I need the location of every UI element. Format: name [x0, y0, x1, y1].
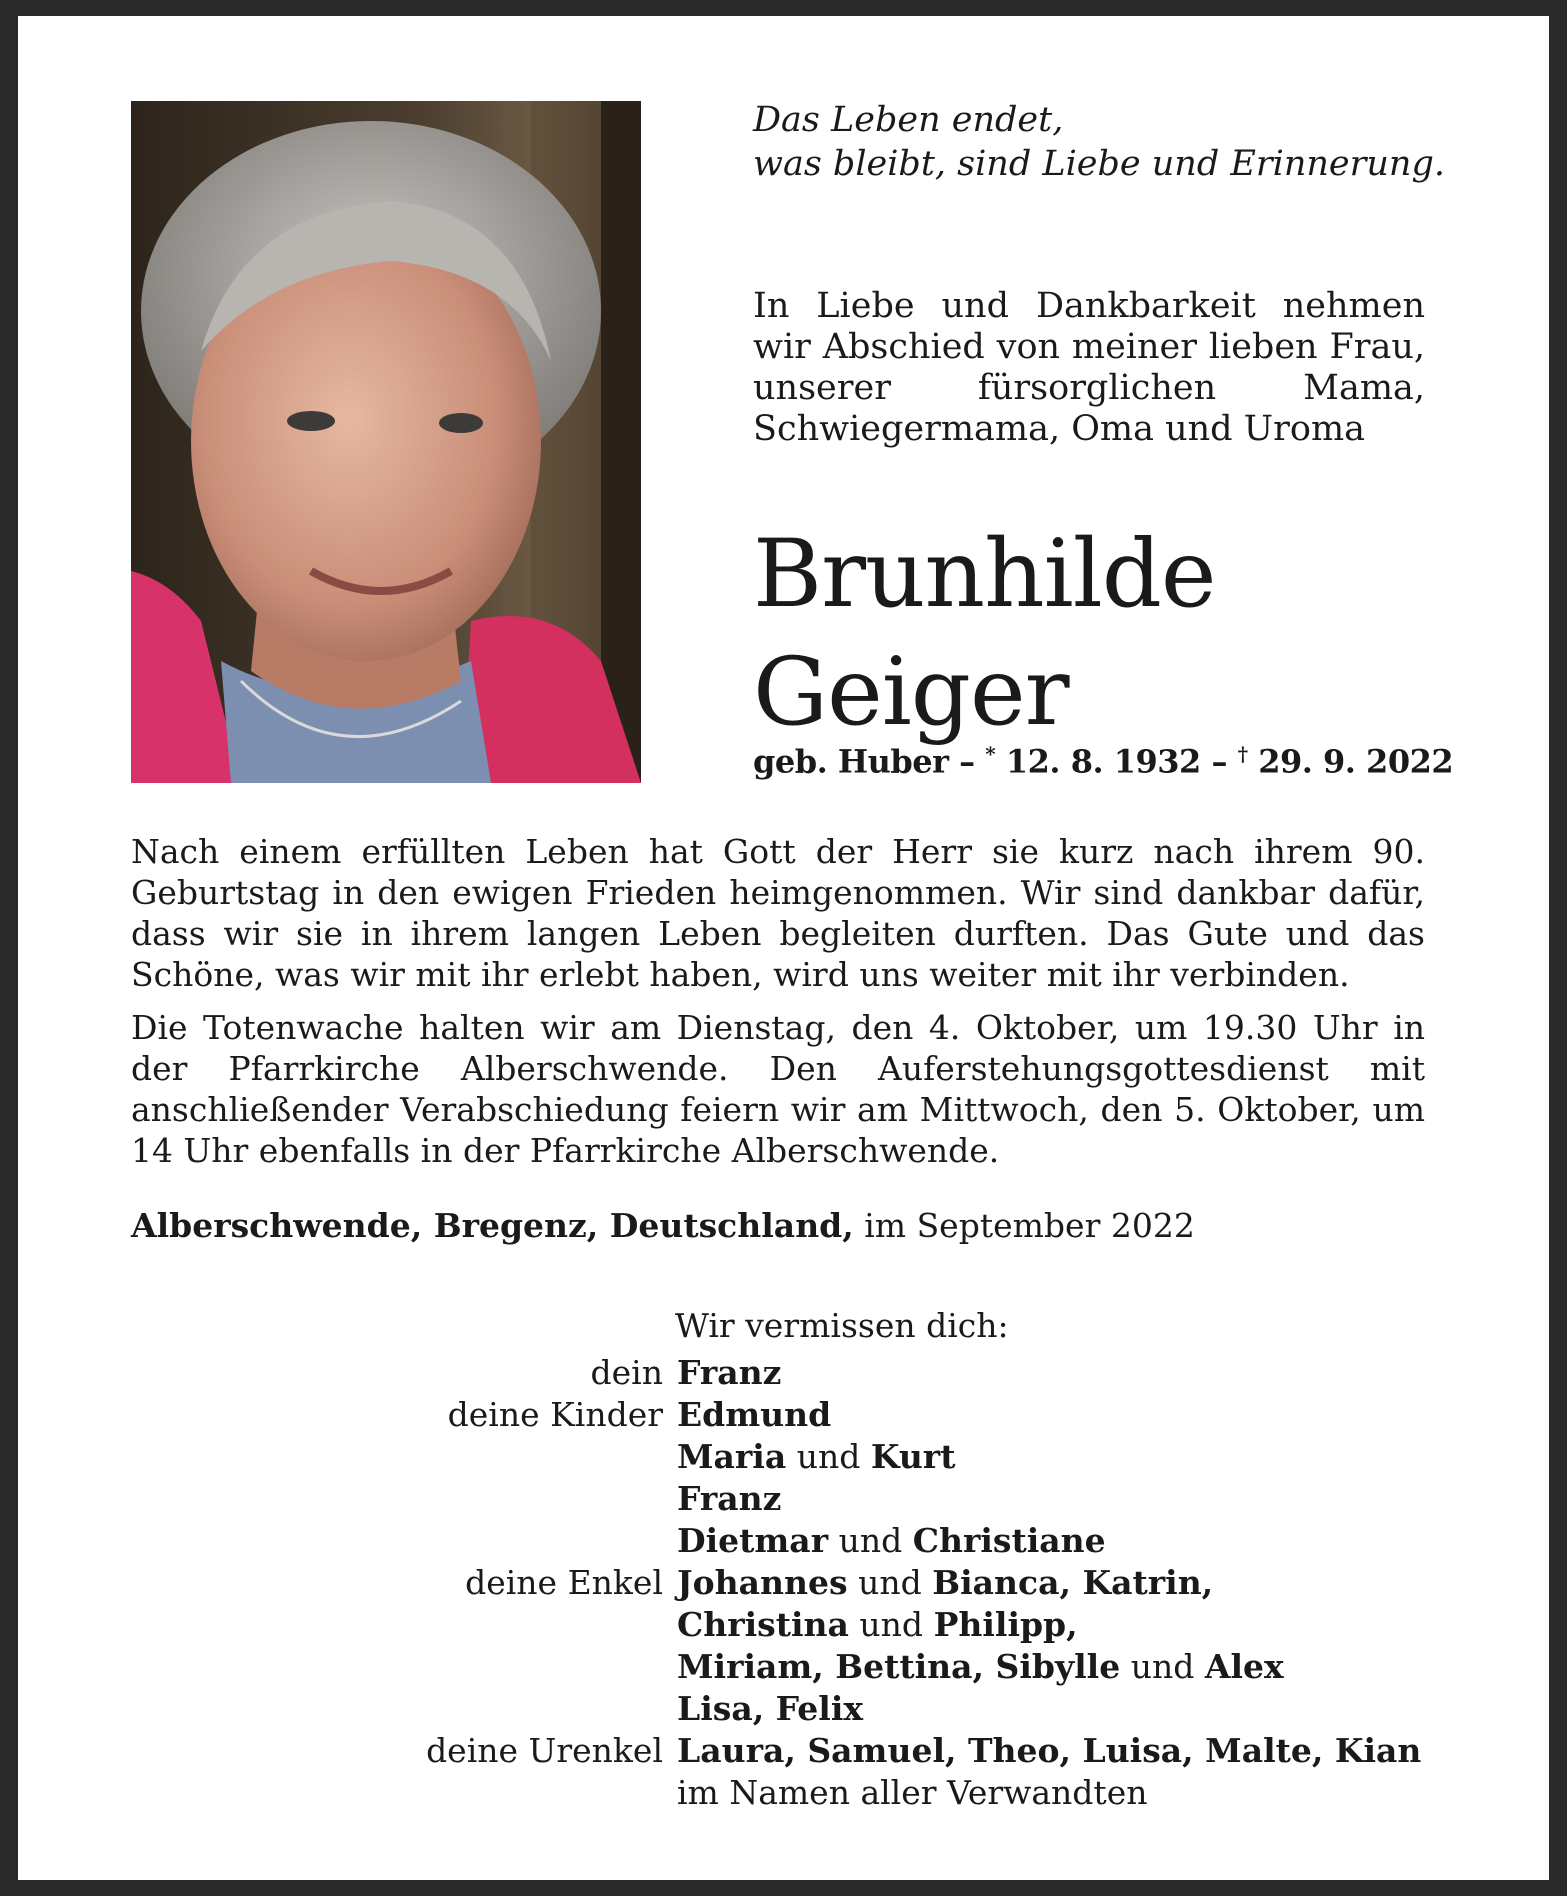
- family-label: dein: [590, 1353, 663, 1392]
- family-row: [198, 1772, 1458, 1814]
- family-row: [198, 1478, 1458, 1520]
- deceased-name: [753, 516, 1216, 752]
- family-name: Franz: [677, 1353, 782, 1392]
- family-row: [198, 1352, 1458, 1394]
- family-label: deine Kinder: [447, 1395, 663, 1434]
- family-label: deine Enkel: [465, 1563, 663, 1602]
- family-name: Franz: [677, 1479, 782, 1518]
- and-connector: und: [796, 1437, 861, 1476]
- family-name: Kurt: [870, 1437, 956, 1476]
- and-connector: und: [838, 1521, 903, 1560]
- family-name: Lisa, Felix: [677, 1689, 864, 1728]
- quote-line-1: Das Leben endet,: [753, 100, 1064, 140]
- and-connector: und: [859, 1605, 924, 1644]
- family-label: deine Urenkel: [426, 1731, 663, 1770]
- family-row: [198, 1604, 1458, 1646]
- family-name: Philipp,: [933, 1605, 1078, 1644]
- family-row: [198, 1436, 1458, 1478]
- and-connector: und: [1130, 1647, 1195, 1686]
- family-row: [198, 1646, 1458, 1688]
- miss-you-heading: Wir vermissen dich:: [675, 1306, 1009, 1345]
- family-name: Maria: [677, 1437, 787, 1476]
- family-name: Edmund: [677, 1395, 832, 1434]
- and-connector: und: [858, 1563, 922, 1602]
- family-name: Johannes: [677, 1563, 848, 1602]
- closing-line: im Namen aller Verwandten: [677, 1773, 1148, 1812]
- obituary-page: [18, 16, 1549, 1880]
- life-dates: [753, 742, 1454, 781]
- family-list: [198, 1352, 1458, 1814]
- family-row: [198, 1730, 1458, 1772]
- birth-date: 12. 8. 1932 –: [995, 742, 1238, 781]
- family-row: [198, 1520, 1458, 1562]
- intro-text: In Liebe und Dankbarkeit nehmen wir Abschied von meiner lieben Frau, unserer fürsorglichen Mama, Schwiegermama, Oma und Uroma: [753, 286, 1425, 449]
- family-name: Christina: [677, 1605, 849, 1644]
- maiden-name: geb. Huber –: [753, 742, 986, 781]
- body-paragraph-2: Die Totenwache halten wir am Dienstag, den 4. Oktober, um 19.30 Uhr in der Pfarrkirche Alberschwende. Den Auferstehungsgottesdienst mit anschließender Verabschiedung feiern wir am Mittwoch, den 5. Oktober, um 14 Uhr ebenfalls in der Pfarrkirche Alberschwende.: [131, 1008, 1425, 1170]
- family-row: [198, 1688, 1458, 1730]
- portrait-photo: [131, 101, 641, 783]
- death-mark: †: [1237, 742, 1248, 766]
- family-name: Laura, Samuel, Theo, Luisa, Malte, Kian: [677, 1731, 1422, 1770]
- quote: [753, 98, 1473, 186]
- family-name: Alex: [1204, 1647, 1284, 1686]
- body-paragraph-1: Nach einem erfüllten Leben hat Gott der Herr sie kurz nach ihrem 90. Geburtstag in den ewigen Frieden heimgenommen. Wir sind dankbar dafür, dass wir sie in ihrem langen Leben begleiten durften. Das Gute und das Schöne, was wir mit ihr erlebt haben, wird uns weiter mit ihr verbinden.: [131, 832, 1425, 994]
- place-names: Alberschwende, Bregenz, Deutschland,: [131, 1206, 854, 1245]
- family-name: Bianca, Katrin,: [932, 1563, 1214, 1602]
- quote-line-2: was bleibt, sind Liebe und Erinnerung.: [753, 144, 1445, 184]
- family-name: Miriam, Bettina, Sibylle: [677, 1647, 1121, 1686]
- death-date: 29. 9. 2022: [1247, 742, 1454, 781]
- place-date: im September 2022: [853, 1206, 1195, 1245]
- family-row: [198, 1394, 1458, 1436]
- family-row: [198, 1562, 1458, 1604]
- first-name: Brunhilde: [753, 520, 1216, 629]
- birth-mark: *: [985, 742, 996, 766]
- obituary-body: [131, 831, 1425, 1183]
- family-name: Christiane: [912, 1521, 1106, 1560]
- family-name: Dietmar: [677, 1521, 829, 1560]
- last-name: Geiger: [753, 638, 1069, 747]
- place-date-line: [131, 1206, 1195, 1245]
